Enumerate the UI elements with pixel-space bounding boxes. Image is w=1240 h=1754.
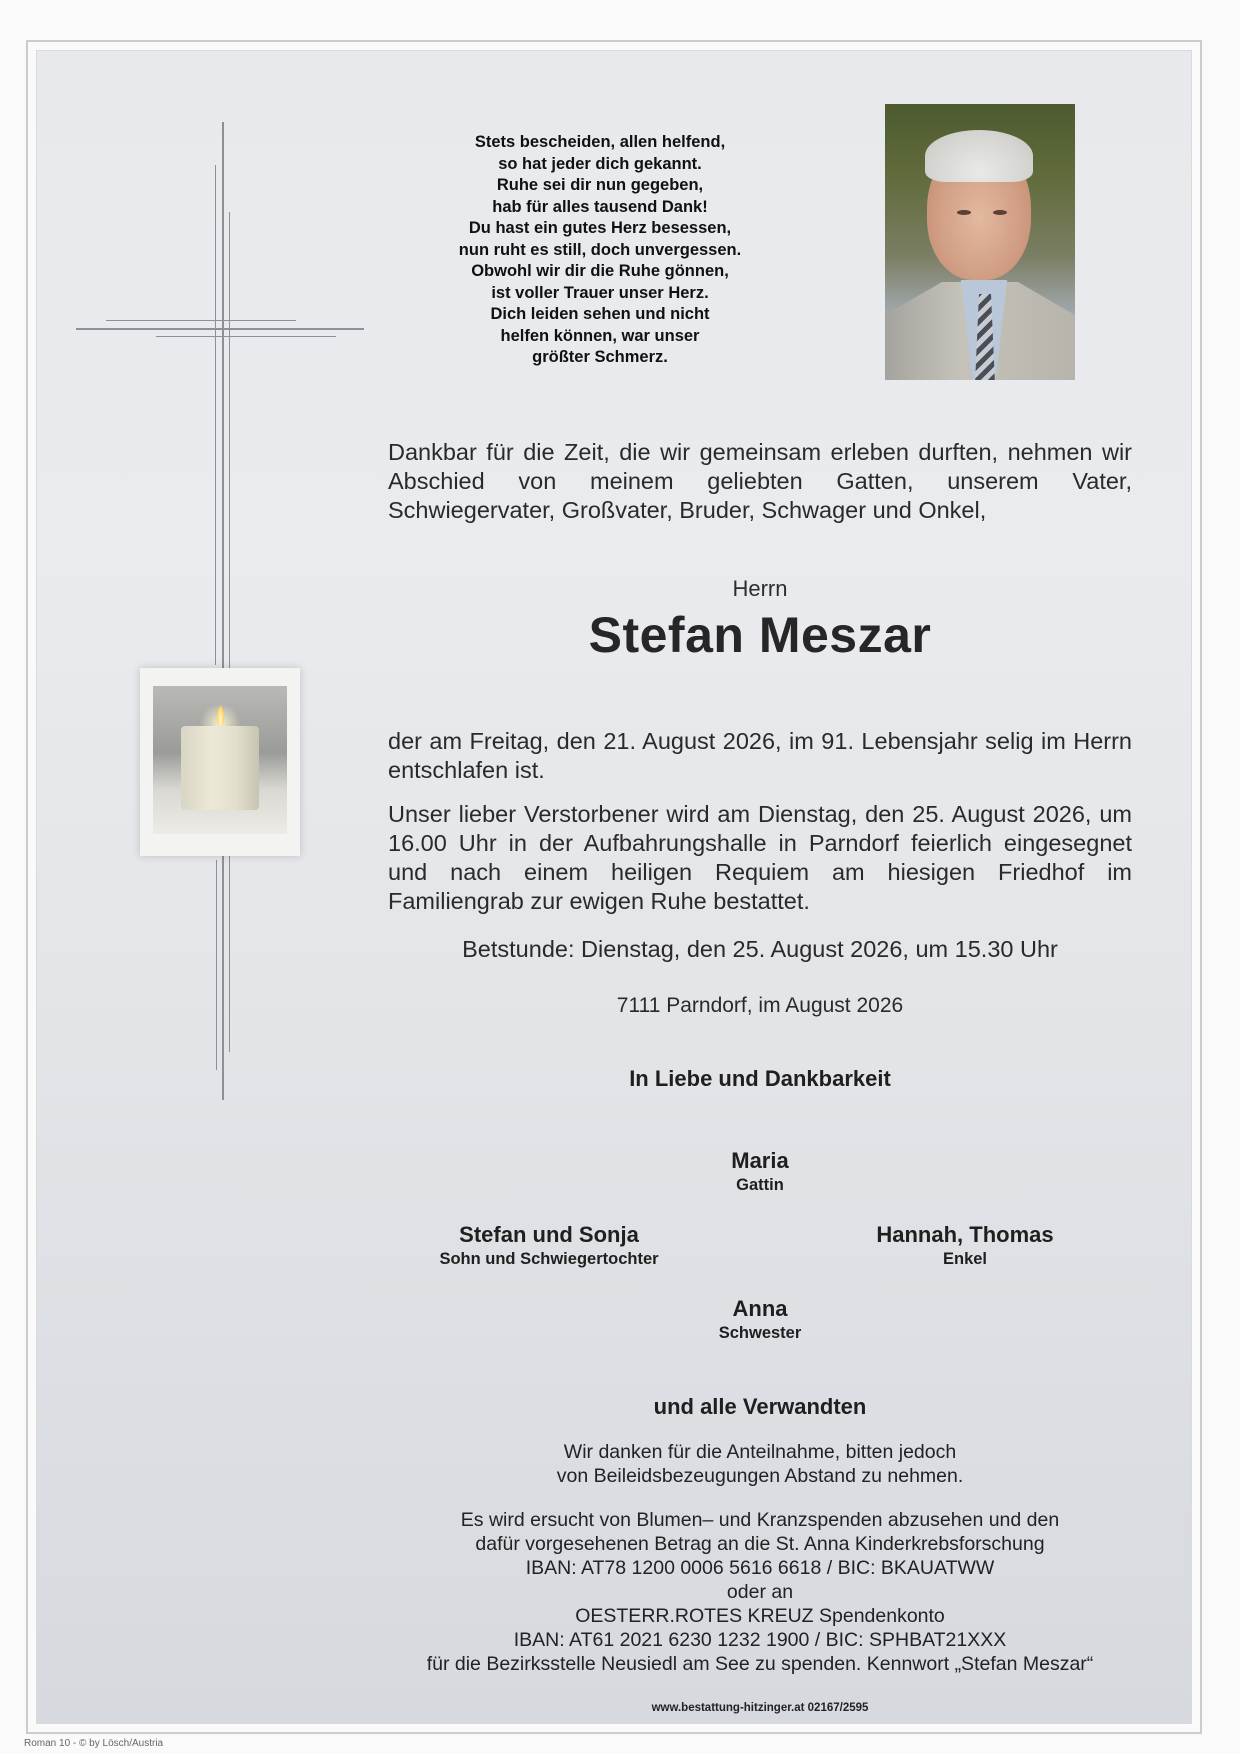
mourner-name: Anna: [732, 1296, 788, 1321]
honorific: Herrn: [732, 576, 788, 601]
poem-line: hab für alles tausend Dank!: [492, 197, 708, 216]
donation-line: IBAN: AT61 2021 6230 1232 1900 / BIC: SPHBAT21XXX: [513, 1629, 1007, 1651]
funeral-home-footer: www.bestattung-hitzinger.at 02167/2595: [651, 1702, 869, 1714]
mourner-maria: [660, 1148, 860, 1195]
thanks-line: Wir danken für die Anteilnahme, bitten jedoch: [563, 1441, 957, 1463]
thanks-text: [388, 1440, 1132, 1488]
flame-icon: [217, 706, 224, 726]
poem-line: Du hast ein gutes Herz besessen,: [468, 219, 732, 237]
poem-line: nun ruht es still, doch unvergessen.: [458, 240, 742, 259]
thanks-line: von Beileidsbezeugungen Abstand zu nehmen.: [556, 1465, 964, 1487]
candle-image: [140, 668, 300, 856]
donation-line: dafür vorgesehenen Betrag an die St. Anna Kinderkrebsforschung: [475, 1533, 1045, 1555]
mourner-name: Stefan und Sonja: [459, 1222, 639, 1247]
mourner-relation: Gattin: [736, 1176, 784, 1194]
funeral-info: Unser lieber Verstorbener wird am Dienstag, den 25. August 2026, um 16.00 Uhr in der Aufbahrungshalle in Parndorf feierlich eingesegnet und nach einem heiligen Requiem am hiesigen Friedhof im Familiengrab zur ewigen Ruhe bestattet.: [388, 801, 1132, 914]
donation-line: IBAN: AT78 1200 0006 5616 6618 / BIC: BKAUATWW: [525, 1557, 995, 1579]
template-credit: Roman 10 - © by Lösch/Austria: [24, 1738, 164, 1749]
intro-text: Dankbar für die Zeit, die wir gemeinsam erleben durften, nehmen wir Abschied von meinem geliebten Gatten, unserem Vater, Schwiegervater, Großvater, Bruder, Schwager und Onkel,: [388, 439, 1132, 523]
poem-line: größter Schmerz.: [532, 348, 668, 366]
deceased-name: Stefan Meszar: [588, 607, 932, 663]
poem-line: Ruhe sei dir nun gegeben,: [496, 176, 704, 194]
mourner-stefan-sonja: [404, 1222, 694, 1269]
poem-line: Stets bescheiden, allen helfend,: [474, 133, 726, 151]
mourner-name: Maria: [731, 1148, 789, 1173]
mourner-anna: [660, 1296, 860, 1343]
poem-line: Dich leiden sehen und nicht: [490, 305, 710, 323]
closing-phrase: In Liebe und Dankbarkeit: [629, 1066, 891, 1091]
mourner-relation: Schwester: [718, 1324, 802, 1342]
relatives-line: und alle Verwandten: [653, 1394, 867, 1419]
donation-line: OESTERR.ROTES KREUZ Spendenkonto: [575, 1605, 945, 1627]
mourner-relation: Enkel: [942, 1250, 988, 1268]
mourner-relation: Sohn und Schwiegertochter: [439, 1250, 659, 1268]
mourner-name: Hannah, Thomas: [876, 1222, 1054, 1247]
place-date: 7111 Parndorf, im August 2026: [616, 994, 904, 1017]
death-notice: der am Freitag, den 21. August 2026, im 91. Lebensjahr selig im Herrn entschlafen ist.: [388, 728, 1132, 783]
donation-line: Es wird ersucht von Blumen– und Kranzspenden abzusehen und den: [460, 1509, 1060, 1531]
prayer-hour: Betstunde: Dienstag, den 25. August 2026, um 15.30 Uhr: [462, 936, 1058, 962]
portrait-photo: [885, 104, 1075, 380]
poem-line: Obwohl wir dir die Ruhe gönnen,: [471, 262, 729, 280]
donation-text: [340, 1508, 1180, 1676]
poem: [400, 132, 800, 369]
donation-line: für die Bezirksstelle Neusiedl am See zu spenden. Kennwort „Stefan Meszar“: [426, 1653, 1094, 1675]
poem-line: so hat jeder dich gekannt.: [498, 154, 702, 173]
poem-line: ist voller Trauer unser Herz.: [491, 283, 709, 302]
donation-line: oder an: [726, 1581, 794, 1603]
poem-line: helfen können, war unser: [500, 326, 700, 345]
mourner-hannah-thomas: [840, 1222, 1090, 1269]
